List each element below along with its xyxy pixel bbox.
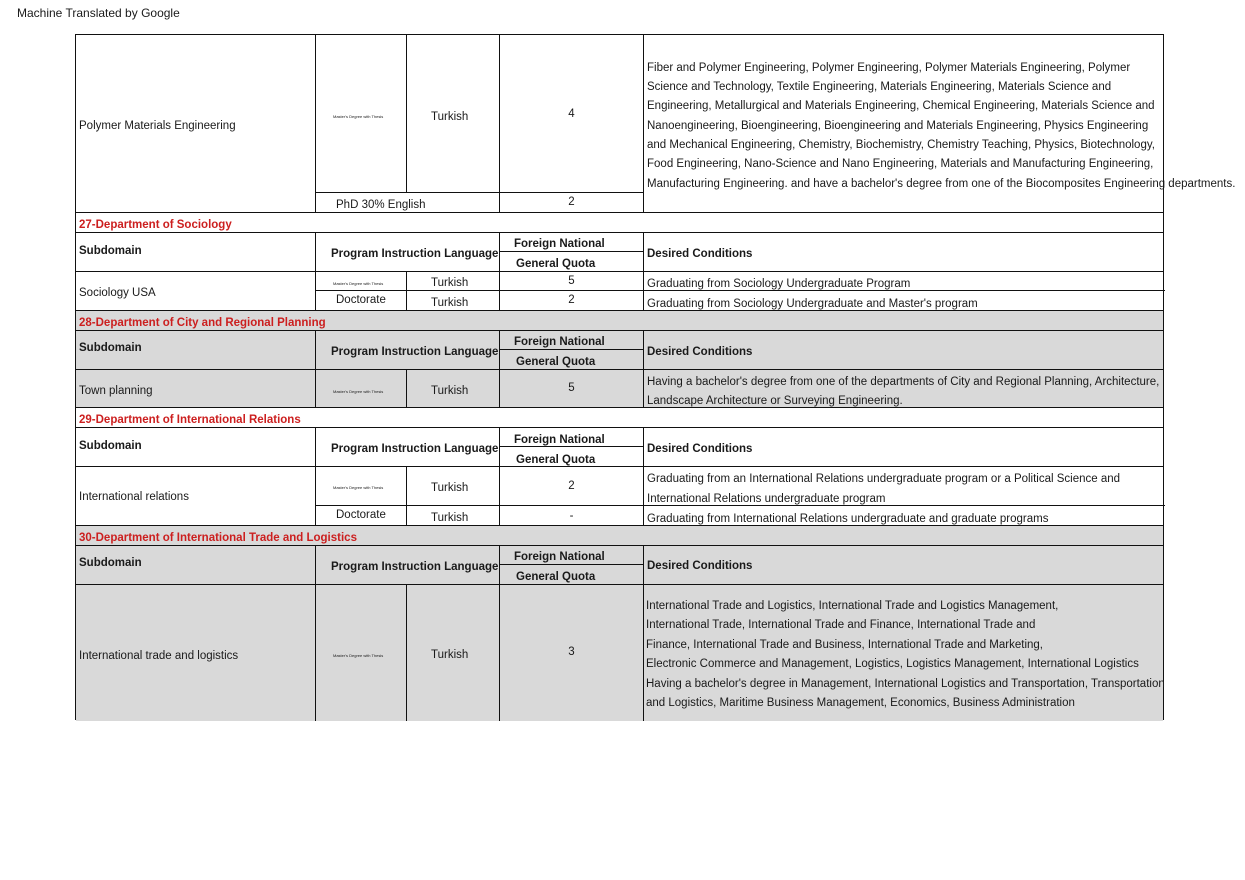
section-title-sociology: 27-Department of Sociology xyxy=(79,219,232,231)
sociology-program-doctorate: Doctorate xyxy=(336,294,386,306)
header-desired-conditions: Desired Conditions xyxy=(647,346,753,358)
intl-relations-language-1: Turkish xyxy=(431,482,469,494)
header-general-quota: General Quota xyxy=(516,454,596,466)
trade-quota: 3 xyxy=(568,646,575,658)
sociology-language-2: Turkish xyxy=(431,297,469,309)
intl-relations-condition-line: International Relations undergraduate program xyxy=(647,493,886,505)
header-program-language: Program Instruction Language xyxy=(331,443,499,455)
condition-line: and Logistics, Maritime Business Management, Economics, Business Administration xyxy=(646,697,1075,709)
intl-relations-condition-2: Graduating from International Relations undergraduate and graduate programs xyxy=(647,513,1049,525)
header-program-language: Program Instruction Language xyxy=(331,561,499,573)
sociology-quota-2: 2 xyxy=(568,294,575,306)
intl-relations-program-doctorate: Doctorate xyxy=(336,509,386,521)
planning-condition-line: Landscape Architecture or Surveying Engineering. xyxy=(647,395,903,407)
header-general-quota: General Quota xyxy=(516,356,596,368)
header-desired-conditions: Desired Conditions xyxy=(647,248,753,260)
planning-subdomain: Town planning xyxy=(79,385,153,397)
header-desired-conditions: Desired Conditions xyxy=(647,443,753,455)
header-general-quota: General Quota xyxy=(516,571,596,583)
header-subdomain: Subdomain xyxy=(79,440,142,452)
polymer-quota: 4 xyxy=(568,108,575,120)
machine-translated-note: Machine Translated by Google xyxy=(17,6,180,20)
intl-relations-condition-line: Graduating from an International Relations undergraduate program or a Political Science and xyxy=(647,473,1121,485)
polymer-phd-quota: 2 xyxy=(568,196,575,208)
header-program-language: Program Instruction Language xyxy=(331,346,499,358)
section-title-planning: 28-Department of City and Regional Planning xyxy=(79,317,326,329)
trade-program: Master's Degree with Thesis xyxy=(333,653,384,658)
condition-line: International Trade and Logistics, International Trade and Logistics Management, xyxy=(646,600,1059,612)
header-subdomain: Subdomain xyxy=(79,245,142,257)
sociology-program-masters: Master's Degree with Thesis xyxy=(333,281,384,286)
trade-subdomain: International trade and logistics xyxy=(79,650,239,662)
polymer-subdomain: Polymer Materials Engineering xyxy=(79,120,236,132)
programs-table xyxy=(75,34,1236,720)
header-general-quota: General Quota xyxy=(516,258,596,270)
intl-relations-language-2: Turkish xyxy=(431,512,469,524)
condition-line: Manufacturing Engineering. and have a bachelor's degree from one of the Biocomposites Engineering departments. xyxy=(647,178,1236,190)
condition-line: Finance, International Trade and Business, International Trade and Marketing, xyxy=(646,639,1043,651)
intl-relations-subdomain: International relations xyxy=(79,491,189,503)
header-desired-conditions: Desired Conditions xyxy=(647,560,753,572)
condition-line: Engineering, Metallurgical and Materials Engineering, Chemical Engineering, Materials Science and xyxy=(647,100,1155,112)
polymer-phd-label: PhD 30% English xyxy=(336,199,426,211)
planning-quota: 5 xyxy=(568,382,575,394)
header-foreign-national: Foreign National xyxy=(514,551,605,563)
header-foreign-national: Foreign National xyxy=(514,238,605,250)
section-title-trade: 30-Department of International Trade and Logistics xyxy=(79,532,357,544)
planning-condition-line: Having a bachelor's degree from one of the departments of City and Regional Planning, Architecture, xyxy=(647,376,1160,388)
planning-program: Master's Degree with Thesis xyxy=(333,389,384,394)
condition-line: Electronic Commerce and Management, Logistics, Logistics Management, International Logistics xyxy=(646,658,1139,670)
sociology-language-1: Turkish xyxy=(431,277,469,289)
header-subdomain: Subdomain xyxy=(79,342,142,354)
sociology-condition-1: Graduating from Sociology Undergraduate Program xyxy=(647,278,911,290)
condition-line: International Trade, International Trade and Finance, International Trade and xyxy=(646,619,1036,631)
condition-line: Nanoengineering, Bioengineering, Bioengineering and Materials Engineering, Physics Engineering xyxy=(647,120,1149,132)
header-subdomain: Subdomain xyxy=(79,557,142,569)
condition-line: Food Engineering, Nano-Science and Nano Engineering, Materials and Manufacturing Engineering, xyxy=(647,158,1154,170)
sociology-subdomain: Sociology USA xyxy=(79,287,156,299)
section-title-intl-relations: 29-Department of International Relations xyxy=(79,414,301,426)
sociology-condition-2: Graduating from Sociology Undergraduate and Master's program xyxy=(647,298,978,310)
intl-relations-quota-2: - xyxy=(569,510,574,522)
condition-line: Fiber and Polymer Engineering, Polymer Engineering, Polymer Materials Engineering, Polymer xyxy=(647,62,1131,74)
sociology-quota-1: 5 xyxy=(568,275,575,287)
condition-line: and Mechanical Engineering, Chemistry, Biochemistry, Chemistry Teaching, Physics, Biotechnology, xyxy=(647,139,1155,151)
header-foreign-national: Foreign National xyxy=(514,434,605,446)
intl-relations-quota-1: 2 xyxy=(568,480,575,492)
condition-line: Having a bachelor's degree in Management, International Logistics and Transportation, Transportation xyxy=(646,678,1165,690)
trade-language: Turkish xyxy=(431,649,469,661)
intl-relations-program-masters: Master's Degree with Thesis xyxy=(333,485,384,490)
header-foreign-national: Foreign National xyxy=(514,336,605,348)
polymer-language: Turkish xyxy=(431,111,469,123)
planning-language: Turkish xyxy=(431,385,469,397)
header-program-language: Program Instruction Language xyxy=(331,248,499,260)
polymer-program: Master's Degree with Thesis xyxy=(333,114,384,119)
condition-line: Science and Technology, Textile Engineering, Materials Engineering, Materials Science and xyxy=(647,81,1112,93)
